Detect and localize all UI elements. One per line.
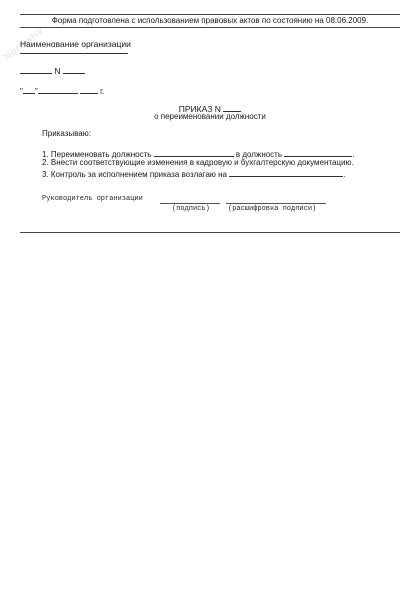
signature-decoding-caption: (расшифровка подписи) (228, 205, 317, 213)
responsible-person-blank (229, 168, 346, 179)
old-position-blank (154, 148, 234, 157)
document-number-blank-left (20, 65, 52, 74)
document-date-line (20, 85, 104, 97)
item-1-middle: в должность (233, 150, 285, 159)
new-position-blank (284, 148, 355, 159)
order-subtitle: о переименовании должности (154, 112, 266, 121)
signature-row (42, 195, 317, 213)
item-3-end: . (343, 170, 346, 179)
signature-decoding-line (226, 203, 326, 204)
item-1-start: 1. Переименовать должность (42, 150, 154, 159)
signature-line (160, 203, 220, 204)
organization-label: Наименование организации (20, 39, 131, 49)
number-sign: N (54, 66, 61, 76)
header-note: Форма подготовлена с использованием правовых актов по состоянию на 08.06.2009. (51, 16, 369, 25)
signature-block (42, 195, 317, 213)
item-1-end: . (352, 150, 355, 159)
organization-blank-line (20, 53, 128, 54)
signature-label: Руководитель организации (42, 195, 143, 203)
document-number-blank-right (63, 65, 85, 74)
order-intro: Приказываю: (42, 129, 91, 138)
document-number-line (20, 65, 85, 76)
date-day-blank (23, 85, 35, 94)
date-close-quote: " (34, 87, 38, 96)
order-items-list (42, 148, 354, 178)
header-bottom-rule (20, 27, 400, 28)
order-item-1 (42, 148, 354, 158)
item-3-start: 3. Контроль за исполнением приказа возлагаю на (42, 170, 230, 179)
order-title-text: ПРИКАЗ N (178, 104, 221, 114)
date-month-blank (38, 85, 78, 94)
order-item-3 (42, 168, 354, 178)
watermark: Normativ (2, 25, 46, 62)
signature-caption: (подпись) (172, 205, 210, 213)
date-year-blank (80, 85, 98, 94)
bottom-rule (20, 232, 400, 233)
order-number-blank (223, 103, 241, 112)
date-year-suffix: г. (100, 87, 105, 96)
order-item-2: 2. Внести соответствующие изменения в кадровую и бухгалтерскую документацию. (42, 158, 354, 167)
date-open-quote: " (20, 87, 23, 96)
top-rule (20, 14, 400, 15)
